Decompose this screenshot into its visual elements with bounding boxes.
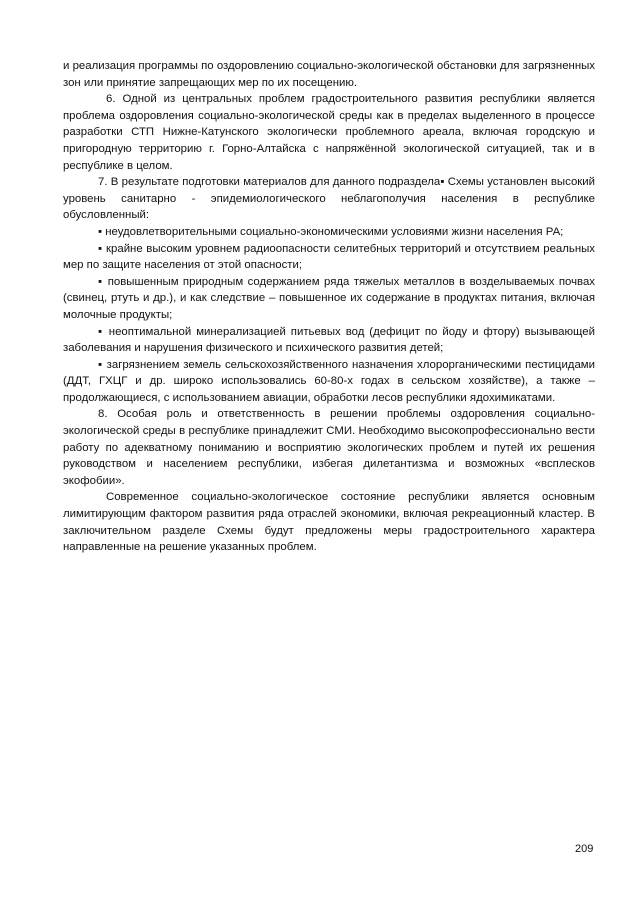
bullet-item: ▪ неоптимальной минерализацией питьевых вод (дефицит по йоду и фтору) вызывающей заболевания и нарушения физического и психического развития детей;: [63, 325, 595, 355]
bullet-item: ▪ повышенным природным содержанием ряда тяжелых металлов в возделываемых почвах (свинец, ртуть и др.), и как следствие – повышенное их содержание в продуктах питания, включая молочные продукты;: [63, 275, 595, 321]
bullet-item: ▪ загрязнением земель сельскохозяйственного назначения хлорорганическими пестицидами (ДДТ, ГХЦГ и др. широко использовались 60-80-х годах в сельском хозяйстве), а также – продолжающиеся, с использованием авиации, обработки лесов республики ядохимикатами.: [63, 358, 595, 404]
page-number: 209: [575, 843, 594, 855]
paragraph-item-6: 6. Одной из центральных проблем градостроительного развития республики является проблема оздоровления социально-экологической среды как в пределах выделенного в процессе разработки СТП Нижне-Катунского экологически проблемного ареала, включая городскую и пригородную территорию г. Горно-Алтайска с напряжённой экологической ситуацией, так и в республике в целом.: [63, 93, 595, 172]
document-body: [63, 58, 595, 556]
paragraph-item-8: 8. Особая роль и ответственность в решении проблемы оздоровления социально-экологической среды в республике принадлежит СМИ. Необходимо высокопрофессионально вести работу по адекватному пониманию и восприятию экологических проблем и путей их решения руководством и населением республики, избегая дилетантизма и возможных «всплесков экофобии».: [63, 408, 595, 487]
paragraph-item-7: 7. В результате подготовки материалов для данного подраздела▪ Схемы установлен высокий уровень санитарно - эпидемиологического неблагополучия населения в республике обусловленный:: [63, 176, 595, 222]
bullet-item: ▪ неудовлетворительными социально-экономическими условиями жизни населения РА;: [98, 225, 564, 238]
paragraph-continuation: и реализация программы по оздоровлению социально-экологической обстановки для загрязненных зон или принятие запрещающих мер по их посещению.: [63, 60, 595, 89]
bullet-item: ▪ крайне высоким уровнем радиоопасности селитебных территорий и отсутствием реальных мер по защите населения от этой опасности;: [63, 242, 595, 272]
paragraph-conclusion: Современное социально-экологическое состояние республики является основным лимитирующим фактором развития ряда отраслей экономики, включая рекреационный кластер. В заключительном разделе Схемы будут предложены меры градостроительного характера направленные на решение указанных проблем.: [63, 491, 595, 554]
